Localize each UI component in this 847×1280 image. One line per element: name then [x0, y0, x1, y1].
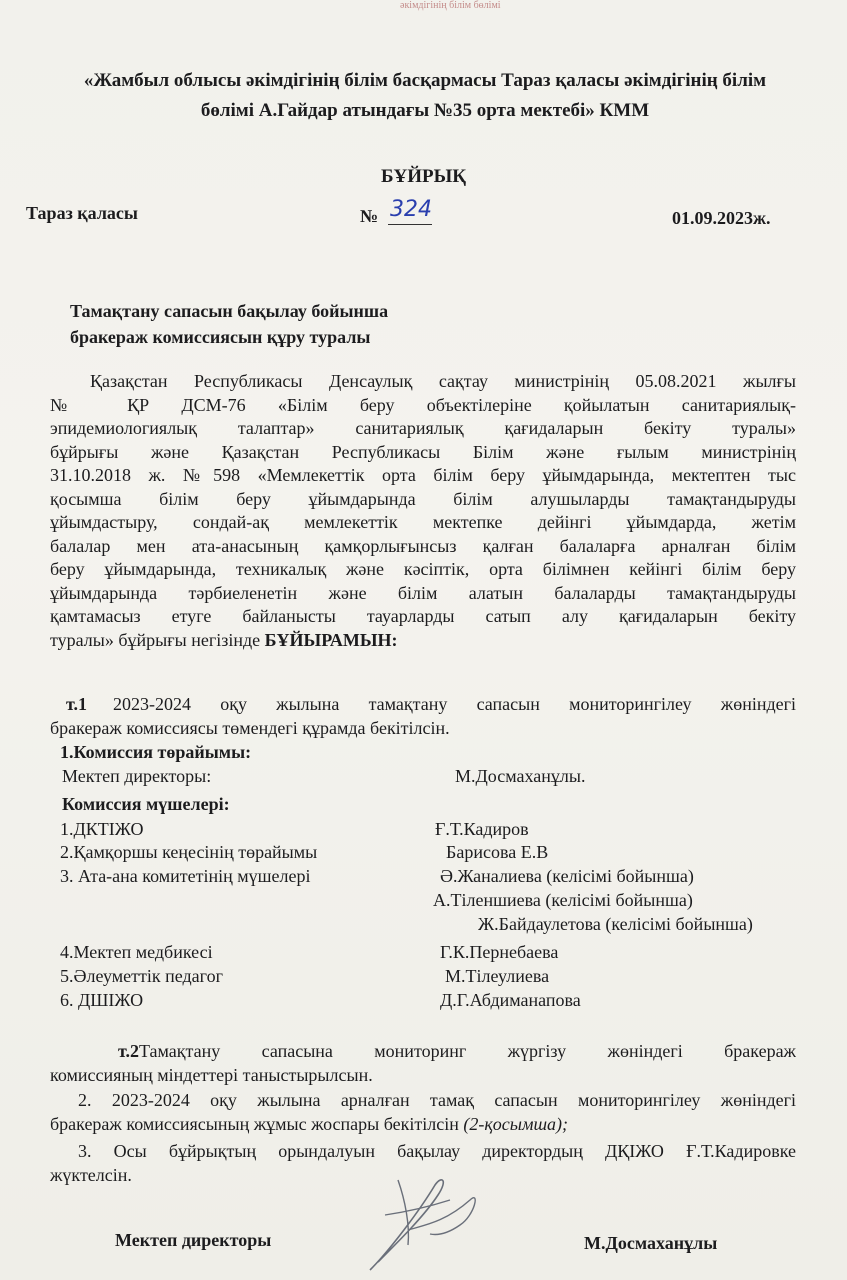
member-role: 3. Ата-ана комитетінің мүшелері	[60, 866, 311, 886]
member-name: Ә.Жаналиева (келісімі бойынша)	[440, 866, 694, 886]
item-2-paragraph	[50, 1040, 796, 1087]
item-1-paragraph	[50, 693, 796, 740]
top-stamp-fragment: әкімдігінің білім бөлімі	[400, 0, 501, 11]
preamble-line: ұйымдарында тәрбиеленетін және білім алатын балаларды тамақтандыруды	[50, 582, 796, 603]
item-2-line-2: комиссияның міндеттері таныстырылсын.	[50, 1064, 373, 1085]
signature-name: М.Досмаханұлы	[584, 1233, 718, 1253]
order-number-handwritten: 324	[388, 196, 432, 225]
preamble-line: балалар мен ата-анасының қамқорлығынсыз қалған балаларға арналған білім	[50, 535, 796, 556]
item-2-label: т.2	[118, 1041, 139, 1061]
preamble-line: эпидемиологиялық талаптар» санитариялық қағидаларын бекіту туралы»	[50, 418, 796, 438]
command-word: БҰЙЫРАМЫН:	[264, 629, 398, 650]
item-3-line-1: 2. 2023-2024 оқу жылына арналған тамақ сапасын мониторингілеу жөніндегі	[78, 1090, 796, 1110]
item-4-line-2: жүктелсін.	[50, 1164, 132, 1185]
preamble-line: Қазақстан Республикасы Денсаулық сақтау министрінің 05.08.2021 жылғы	[90, 371, 796, 391]
member-role: 2.Қамқоршы кеңесінің төрайымы	[60, 842, 318, 862]
member-name: А.Тіленшиева (келісімі бойынша)	[433, 890, 693, 910]
commission-chair-role: Мектеп директоры:	[62, 766, 212, 786]
order-number-label: №	[360, 206, 379, 226]
member-role: 4.Мектеп медбикесі	[60, 942, 213, 962]
organization-line-2: бөлімі А.Гайдар атындағы №35 орта мектебі» КММ	[200, 100, 650, 121]
preamble-line: беру ұйымдарында, техникалық және кәсіптік, орта білімнен кейінгі білім беру	[50, 559, 796, 579]
preamble-line: туралы» бұйрығы негізінде	[50, 629, 265, 650]
commission-members-heading: Комиссия мүшелері:	[62, 794, 230, 814]
preamble-line: қосымша білім беру ұйымдарында білім алушыларды тамақтандыруды	[50, 488, 796, 509]
preamble-last-line	[50, 629, 796, 653]
member-name: Ж.Байдаулетова (келісімі бойынша)	[478, 914, 753, 934]
preamble-line: қамтамасыз етуге байланысты тауарларды сатып алу қағидаларын бекіту	[50, 606, 796, 626]
document-title: БҰЙРЫҚ	[380, 166, 467, 187]
member-name: М.Тілеулиева	[445, 966, 550, 986]
member-role: 1.ДКТІЖО	[60, 819, 144, 839]
item-1-label: т.1	[66, 694, 87, 714]
organization-header	[30, 66, 820, 126]
member-role: 5.Әлеуметтік педагог	[60, 966, 223, 986]
order-date: 01.09.2023ж.	[672, 208, 771, 228]
item-1-line-1: т.1 2023-2024 оқу жылына тамақтану сапасын мониторингілеу жөніндегі	[66, 694, 796, 714]
member-name: Д.Г.Абдиманапова	[440, 990, 581, 1010]
subject-line-1: Тамақтану сапасын бақылау бойынша	[70, 301, 389, 321]
preamble-line: ұйымдастыру, сондай-ақ мемлекеттік мектепке дейінгі ұйымдарда, жетім	[50, 512, 796, 532]
preamble-paragraph	[50, 370, 796, 652]
member-name: Ғ.Т.Кадиров	[435, 819, 529, 839]
member-name: Г.К.Пернебаева	[440, 942, 559, 962]
item-4-line-1: 3. Осы бұйрықтың орындалуын бақылау директордың ДҚІЖО Ғ.Т.Кадировке	[78, 1141, 796, 1161]
preamble-line: бұйрығы және Қазақстан Республикасы Білім және ғылым министрінің	[50, 441, 796, 462]
item-3-line-2: бракераж комиссиясының жұмыс жоспары бекітілсін (2-қосымша);	[50, 1113, 569, 1134]
member-role: 6. ДШІЖО	[60, 990, 144, 1010]
item-3-paragraph	[50, 1089, 796, 1136]
preamble-line: 31.10.2018 ж. №598 «Мемлекеттік орта білім беру ұйымдарында, мектептен тыс	[50, 465, 796, 485]
commission-chair-heading: 1.Комиссия төрайымы:	[60, 742, 252, 762]
subject-line-2: бракераж комиссиясын құру туралы	[70, 327, 371, 347]
signature-role: Мектеп директоры	[115, 1230, 272, 1250]
order-city: Тараз қаласы	[26, 203, 138, 223]
preamble-line: № ҚР ДСМ-76 «Білім беру объектілеріне қойылатын санитариялық-	[50, 394, 796, 415]
order-subject	[70, 298, 388, 350]
item-1-line-2: бракераж комиссиясы төмендегі құрамда бекітілсін.	[50, 717, 450, 738]
item-2-line-1: т.2Тамақтану сапасына мониторинг жүргізу жөніндегі бракераж	[118, 1041, 796, 1061]
organization-line-1: «Жамбыл облысы әкімдігінің білім басқармасы Тараз қаласы әкімдігінің білім	[83, 70, 767, 91]
appendix-reference: (2-қосымша);	[463, 1113, 569, 1134]
member-name: Барисова Е.В	[446, 842, 549, 862]
commission-chair-name: М.Досмаханұлы.	[455, 766, 586, 786]
handwritten-signature	[330, 1170, 500, 1275]
